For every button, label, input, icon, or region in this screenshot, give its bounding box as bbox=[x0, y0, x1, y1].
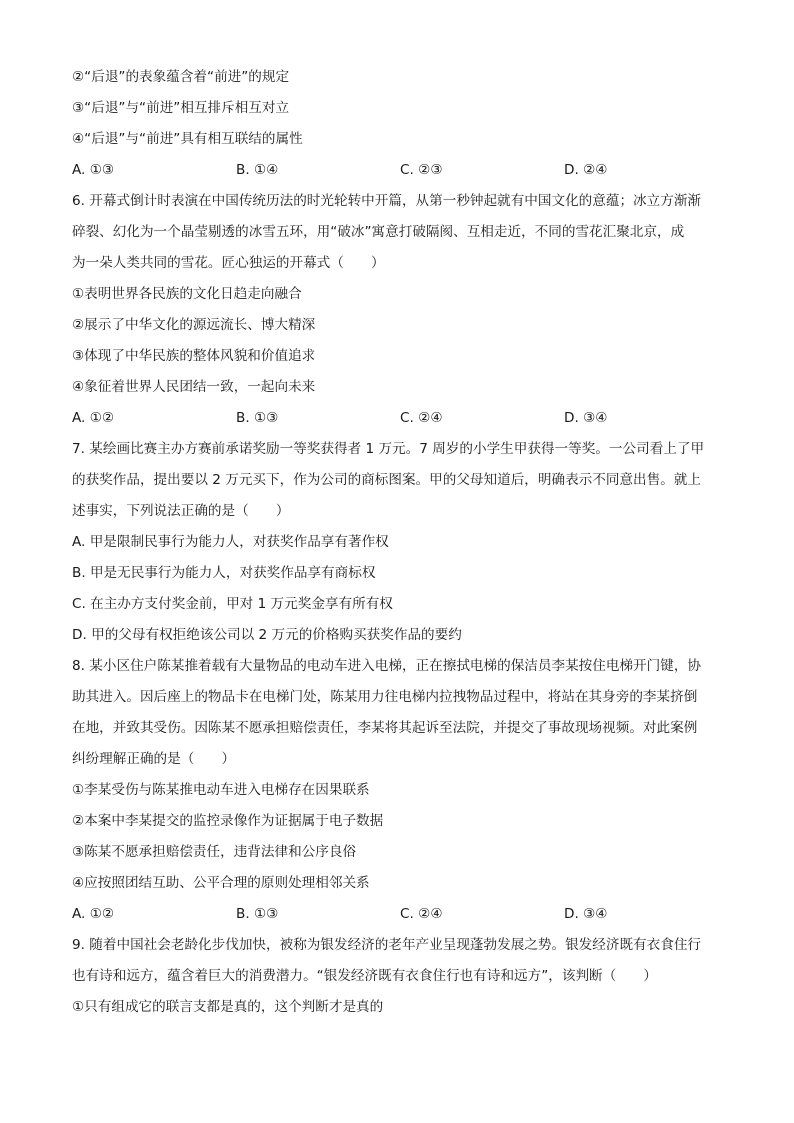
option-d: D. ②④ bbox=[564, 162, 608, 178]
option-b: B. ①③ bbox=[236, 906, 279, 922]
choice-b: B. 甲是无民事行为能力人，对获奖作品享有商标权 bbox=[72, 565, 376, 581]
statement-item: ①只有组成它的联言支都是真的，这个判断才是真的 bbox=[72, 999, 384, 1015]
statement-item: ③“后退”与“前进”相互排斥相互对立 bbox=[72, 100, 290, 116]
question-stem-line: 8. 某小区住户陈某推着载有大量物品的电动车进入电梯，正在擦拭电梯的保洁员李某按住电梯开门键，协 bbox=[72, 658, 702, 674]
question-6 bbox=[72, 186, 724, 434]
choice-d: D. 甲的父母有权拒绝该公司以 2 万元的价格购买获奖作品的要约 bbox=[72, 627, 462, 643]
question-stem-line: 碎裂、幻化为一个晶莹剔透的冰雪五环，用“破冰”寓意打破隔阂、互相走近，不同的雪花汇聚北京，成 bbox=[72, 224, 685, 240]
option-b: B. ①④ bbox=[236, 162, 279, 178]
question-stem-line: 述事实，下列说法正确的是（ ） bbox=[72, 503, 290, 519]
statement-item: ④应按照团结互助、公平合理的原则处理相邻关系 bbox=[72, 875, 370, 891]
answer-options bbox=[72, 403, 724, 434]
statement-item: ②“后退”的表象蕴含着“前进”的规定 bbox=[72, 69, 290, 85]
option-a: A. ①③ bbox=[72, 162, 115, 178]
question-stem-line: 也有诗和远方，蕴含着巨大的消费潜力。“银发经济既有衣食住行也有诗和远方”，该判断（ ） bbox=[72, 968, 658, 984]
question-stem-line: 助其进入。因后座上的物品卡在电梯门处，陈某用力往电梯内拉拽物品过程中，将站在其身旁的李某挤倒 bbox=[72, 689, 698, 705]
statement-item: ③体现了中华民族的整体风貌和价值追求 bbox=[72, 348, 316, 364]
choice-a: A. 甲是限制民事行为能力人，对获奖作品享有著作权 bbox=[72, 534, 389, 550]
choice-c: C. 在主办方支付奖金前，甲对 1 万元奖金享有所有权 bbox=[72, 596, 393, 612]
statement-item: ④象征着世界人民团结一致，一起向未来 bbox=[72, 379, 316, 395]
option-b: B. ①③ bbox=[236, 410, 279, 426]
question-stem-line: 6. 开幕式倒计时表演在中国传统历法的时光轮转中开篇，从第一秒钟起就有中国文化的意蕴；冰立方渐渐 bbox=[72, 193, 702, 209]
statement-item: ②展示了中华文化的源远流长、博大精深 bbox=[72, 317, 316, 333]
answer-options bbox=[72, 155, 724, 186]
question-stem-line: 纠纷理解正确的是（ ） bbox=[72, 751, 236, 767]
statement-item: ③陈某不愿承担赔偿责任，违背法律和公序良俗 bbox=[72, 844, 357, 860]
option-c: C. ②③ bbox=[400, 162, 443, 178]
question-stem-line: 7. 某绘画比赛主办方赛前承诺奖励一等奖获得者 1 万元。7 周岁的小学生甲获得一等奖。一公司看上了甲 bbox=[72, 441, 705, 457]
answer-options bbox=[72, 899, 724, 930]
question-7 bbox=[72, 434, 724, 651]
question-stem-line: 9. 随着中国社会老龄化步伐加快，被称为银发经济的老年产业呈现蓬勃发展之势。银发经济既有衣食住行 bbox=[72, 937, 702, 953]
option-d: D. ③④ bbox=[564, 906, 608, 922]
question-stem-line: 的获奖作品，提出要以 2 万元买下，作为公司的商标图案。甲的父母知道后，明确表示不同意出售。就上 bbox=[72, 472, 702, 488]
option-a: A. ①② bbox=[72, 906, 115, 922]
document-page bbox=[72, 62, 724, 1023]
question-9 bbox=[72, 930, 724, 1023]
question-5-tail bbox=[72, 62, 724, 186]
question-stem-line: 为一朵人类共同的雪花。匠心独运的开幕式（ ） bbox=[72, 255, 385, 271]
statement-item: ④“后退”与“前进”具有相互联结的属性 bbox=[72, 131, 303, 147]
question-stem-line: 在地，并致其受伤。因陈某不愿承担赔偿责任，李某将其起诉至法院，并提交了事故现场视频。对此案例 bbox=[72, 720, 698, 736]
question-8 bbox=[72, 651, 724, 930]
option-d: D. ③④ bbox=[564, 410, 608, 426]
option-c: C. ②④ bbox=[400, 410, 443, 426]
statement-item: ①李某受伤与陈某推电动车进入电梯存在因果联系 bbox=[72, 782, 370, 798]
statement-item: ①表明世界各民族的文化日趋走向融合 bbox=[72, 286, 302, 302]
option-c: C. ②④ bbox=[400, 906, 443, 922]
statement-item: ②本案中李某提交的监控录像作为证据属于电子数据 bbox=[72, 813, 384, 829]
option-a: A. ①② bbox=[72, 410, 115, 426]
